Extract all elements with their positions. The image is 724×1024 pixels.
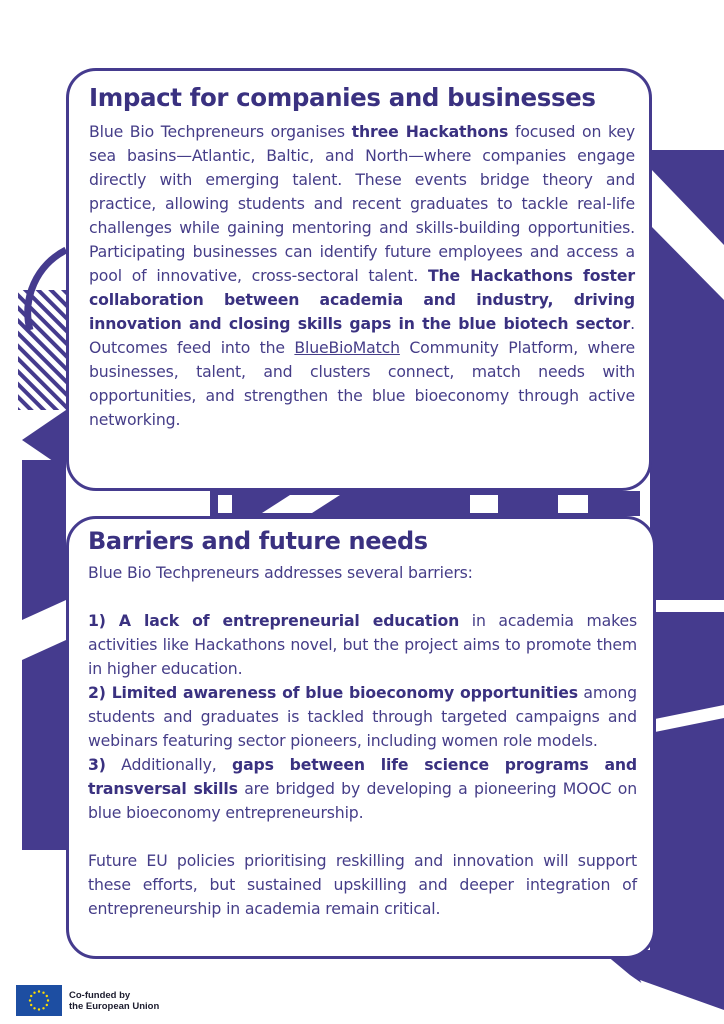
eu-funding-line-1: Co-funded by bbox=[69, 989, 131, 1001]
bg-hatch-left bbox=[18, 290, 66, 410]
barriers-card bbox=[66, 516, 656, 959]
impact-text-2: focused on key sea basins—Atlantic, Baltic, and North—where companies engage directly with emerging talent. These events bridge theory and practice, allowing students and recent graduates to tackle real-life challenges while gaining mentoring and skills-building opportunities. Participating businesses can identify future employees and access a pool of innovative, cross-sectoral talent. bbox=[89, 122, 635, 285]
bg-band-gap-1 bbox=[218, 495, 232, 513]
barrier-item-3 bbox=[88, 753, 637, 825]
barrier-item-1 bbox=[88, 609, 637, 681]
bg-band-gap-3 bbox=[470, 495, 498, 513]
spacer bbox=[88, 585, 637, 609]
barrier-item-1-bold: 1) A lack of entrepreneurial education bbox=[88, 611, 460, 630]
barrier-item-1-text: in academia makes activities like Hackathons novel, but the project aims to promote them in higher education. bbox=[88, 611, 637, 678]
barriers-heading: Barriers and future needs bbox=[88, 527, 428, 555]
impact-text-1: Blue Bio Techpreneurs organises bbox=[89, 122, 352, 141]
barrier-item-2-text: among students and graduates is tackled through targeted campaigns and webinars featuring sector pioneers, including women role models. bbox=[88, 683, 637, 750]
barrier-item-2-bold: 2) Limited awareness of blue bioeconomy opportunities bbox=[88, 683, 578, 702]
impact-heading: Impact for companies and businesses bbox=[89, 83, 596, 112]
barriers-intro: Blue Bio Techpreneurs addresses several barriers: bbox=[88, 563, 473, 582]
bg-band-gap-4 bbox=[558, 495, 588, 513]
impact-text-3: . Outcomes feed into the bbox=[89, 314, 635, 357]
spacer bbox=[88, 825, 637, 849]
barrier-item-3-text-2: are bridged by developing a pioneering MOOC on blue bioeconomy entrepreneurship. bbox=[88, 779, 638, 822]
bg-stripe-white bbox=[650, 600, 724, 612]
impact-text-4: Community Platform, where businesses, talent, and clusters connect, match needs with opportunities, and strengthen the blue bioeconomy through active networking. bbox=[89, 338, 635, 429]
barriers-outro: Future EU policies prioritising reskilling and innovation will support these efforts, but sustained upskilling and deeper integration of entrepreneurship in academia remain critical. bbox=[88, 851, 637, 918]
eu-funding-text bbox=[69, 990, 159, 1012]
barrier-item-3-text-1: Additionally, bbox=[105, 755, 232, 774]
bluebiomatch-link[interactable]: BlueBioMatch bbox=[294, 338, 400, 357]
impact-paragraph bbox=[89, 120, 635, 432]
impact-bold-1: three Hackathons bbox=[351, 122, 509, 141]
impact-bold-2: The Hackathons foster collaboration between academia and industry, driving innovation and closing skills gaps in the blue biotech sector bbox=[89, 266, 635, 333]
eu-funding-footer bbox=[16, 985, 159, 1016]
impact-card bbox=[66, 68, 652, 491]
barrier-item-2 bbox=[88, 681, 637, 753]
eu-flag-icon bbox=[16, 985, 62, 1016]
eu-funding-line-2: the European Union bbox=[69, 1000, 160, 1012]
barrier-item-3-bold: gaps between life science programs and transversal skills bbox=[88, 755, 637, 798]
barrier-item-3-number: 3) bbox=[88, 755, 106, 774]
